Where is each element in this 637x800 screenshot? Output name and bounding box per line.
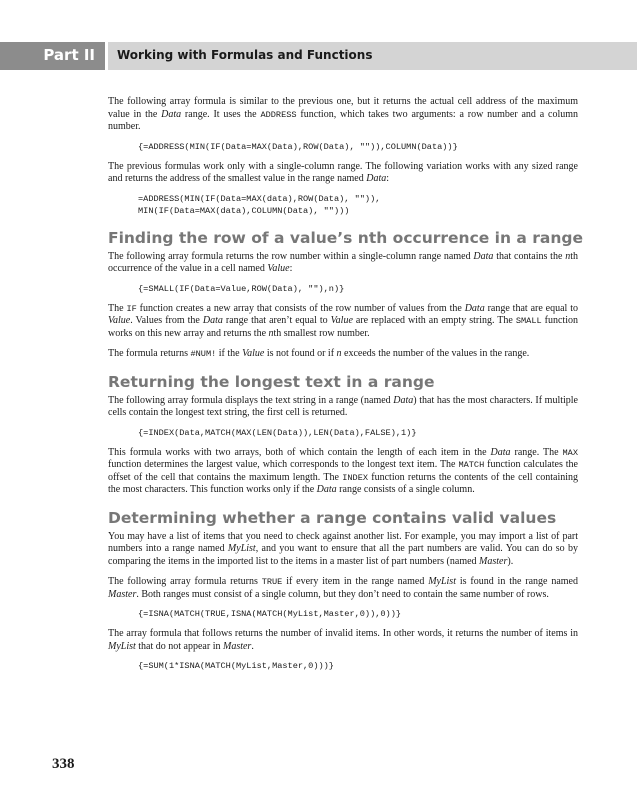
- page-number: 338: [52, 756, 75, 772]
- code-address-max: {=ADDRESS(MIN(IF(Data=MAX(Data),ROW(Data), "")),COLUMN(Data))}: [138, 141, 458, 152]
- section-heading-nth-occurrence: Finding the row of a value’s nth occurrence in a range: [108, 228, 584, 247]
- valid-values-paragraph-3: The array formula that follows returns the number of invalid items. In other words, it returns the number of items in MyList that do not appear in Master.: [108, 628, 578, 652]
- nth-occurrence-paragraph-1: The following array formula returns the row number within a single-column range named Data that contains the nth occurrence of the value in a cell named Value:: [108, 250, 578, 274]
- valid-values-paragraph-1: You may have a list of items that you need to check against another list. For example, you may import a list of part numbers into a range named MyList, and you want to ensure that all the part numbers are valid. You can do so by comparing the items in the imported list to the items in a master list of part numbers (named Master).: [108, 530, 578, 567]
- longest-text-paragraph-1: The following array formula displays the text string in a range (named Data) that has the most characters. If multiple cells contain the longest text string, the first cell is returned.: [108, 394, 578, 418]
- code-index-match: {=INDEX(Data,MATCH(MAX(LEN(Data)),LEN(Data),FALSE),1)}: [138, 427, 417, 438]
- longest-text-paragraph-2: This formula works with two arrays, both of which contain the length of each item in the Data range. The MAX function determines the largest value, which corresponds to the longest text item. The MATCH function calculates the offset of the cell that contains the maximum length. The INDEX function returns the contents of the cell containing the most characters. This function works only if the Data range consists of a single column.: [108, 446, 578, 495]
- code-sum-isna: {=SUM(1*ISNA(MATCH(MyList,Master,0)))}: [138, 661, 334, 671]
- code-small-if: {=SMALL(IF(Data=Value,ROW(Data), ""),n)}: [138, 283, 345, 294]
- part-label: Part II: [43, 46, 95, 64]
- intro-paragraph-2: The previous formulas work only with a single-column range. The following variation works with any sized range and returns the address of the smallest value in the range named Data:: [108, 160, 578, 184]
- code-isna-match: {=ISNA(MATCH(TRUE,ISNA(MATCH(MyList,Master,0)),0))}: [138, 609, 402, 619]
- running-header-title: Working with Formulas and Functions: [117, 48, 373, 62]
- section-heading-longest-text: Returning the longest text in a range: [108, 372, 435, 391]
- section-heading-valid-values: Determining whether a range contains valid values: [108, 508, 557, 527]
- running-header: [0, 42, 637, 70]
- code-address-min: =ADDRESS(MIN(IF(Data=MAX(data),ROW(Data), "")), MIN(IF(Data=MAX(data),COLUMN(Data), ""))): [138, 193, 381, 216]
- page-body: [108, 96, 584, 672]
- part-tab: [0, 42, 108, 70]
- intro-paragraph-1: The following array formula is similar to the previous one, but it returns the actual cell address of the maximum value in the Data range. It uses the ADDRESS function, which takes two arguments: a row number and a column number.: [108, 96, 578, 132]
- nth-occurrence-paragraph-2: The IF function creates a new array that consists of the row number of values from the Data range that are equal to Value. Values from the Data range that aren’t equal to Value are replaced with an empty string. The SMALL function works on this new array and returns the nth smallest row number.: [108, 302, 579, 339]
- valid-values-paragraph-2: The following array formula returns TRUE if every item in the range named MyList is found in the range named Master. Both ranges must consist of a single column, but they don’t need to contain the same number of rows.: [108, 576, 578, 600]
- nth-occurrence-paragraph-3: The formula returns #NUM! if the Value is not found or if n exceeds the number of the values in the range.: [108, 348, 530, 359]
